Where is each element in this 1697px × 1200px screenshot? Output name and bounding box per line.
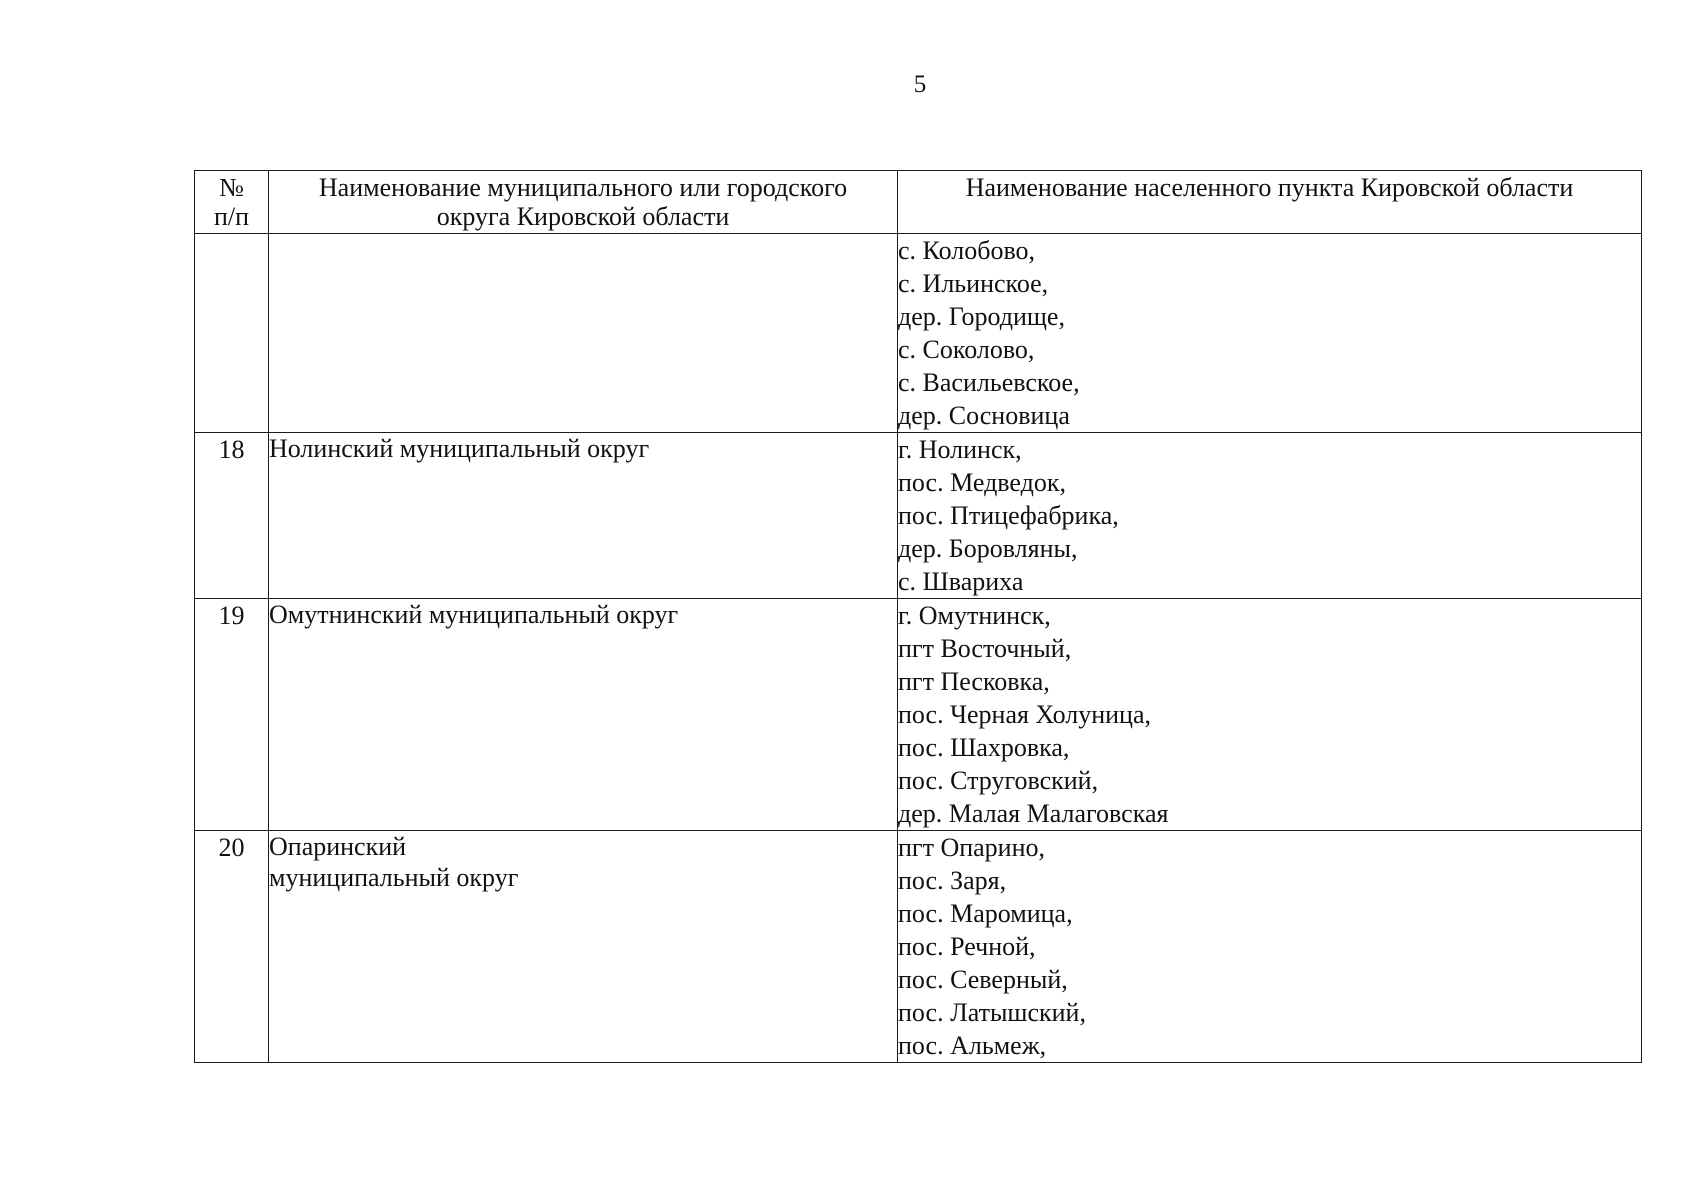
district-name-cell bbox=[269, 831, 898, 1063]
settlement-item: дер. Боровляны, bbox=[898, 534, 1078, 563]
settlement-list-cell bbox=[898, 599, 1642, 831]
settlement-item: пгт Опарино, bbox=[898, 833, 1045, 862]
district-name-line: Нолинский муниципальный округ bbox=[269, 434, 650, 463]
settlement-item: с. Соколово, bbox=[898, 335, 1035, 364]
settlement-item: пгт Восточный, bbox=[898, 634, 1072, 663]
settlement-item: пос. Маромица, bbox=[898, 899, 1073, 928]
settlement-item: г. Омутнинск, bbox=[898, 601, 1051, 630]
row-number bbox=[195, 234, 269, 433]
settlement-item: пос. Заря, bbox=[898, 866, 1007, 895]
settlement-item: с. Васильевское, bbox=[898, 368, 1080, 397]
table-header-row bbox=[195, 171, 1642, 234]
settlement-list-cell bbox=[898, 433, 1642, 599]
settlement-item: пгт Песковка, bbox=[898, 667, 1050, 696]
settlement-item: пос. Шахровка, bbox=[898, 733, 1070, 762]
district-name-cell bbox=[269, 234, 898, 433]
settlements-table bbox=[194, 170, 1642, 1063]
settlement-list-cell bbox=[898, 234, 1642, 433]
district-name-line: Омутнинский муниципальный округ bbox=[269, 600, 679, 629]
header-num-line: № bbox=[219, 173, 244, 202]
settlement-item: пос. Струговский, bbox=[898, 766, 1099, 795]
settlement-item: пос. Медведок, bbox=[898, 468, 1066, 497]
settlement-item: с. Швариха bbox=[898, 567, 1024, 596]
header-num bbox=[195, 171, 269, 234]
settlement-item: дер. Сосновица bbox=[898, 401, 1070, 430]
header-settlement-line: Наименование населенного пункта Кировской области bbox=[965, 173, 1574, 202]
table-row bbox=[195, 234, 1642, 433]
district-name-line: муниципальный округ bbox=[269, 863, 519, 892]
settlement-item: пос. Птицефабрика, bbox=[898, 501, 1119, 530]
table-row bbox=[195, 831, 1642, 1063]
table-row bbox=[195, 599, 1642, 831]
settlement-item: с. Колобово, bbox=[898, 236, 1036, 265]
settlement-item: г. Нолинск, bbox=[898, 435, 1022, 464]
header-district-line: Наименование муниципального или городского bbox=[318, 173, 848, 202]
settlement-item: пос. Латышский, bbox=[898, 998, 1086, 1027]
header-num-line: п/п bbox=[213, 202, 250, 231]
header-district-line: округа Кировской области bbox=[436, 202, 730, 231]
district-name-line: Опаринский bbox=[269, 832, 407, 861]
settlement-item: пос. Северный, bbox=[898, 965, 1068, 994]
settlement-item: дер. Городище, bbox=[898, 302, 1065, 331]
settlement-item: дер. Малая Малаговская bbox=[898, 799, 1169, 828]
settlement-item: пос. Альмеж, bbox=[898, 1031, 1047, 1060]
table-body bbox=[195, 234, 1642, 1063]
row-number: 20 bbox=[195, 831, 269, 1063]
page-number: 5 bbox=[913, 71, 927, 98]
table-row bbox=[195, 433, 1642, 599]
settlement-list-cell bbox=[898, 831, 1642, 1063]
settlement-item: пос. Черная Холуница, bbox=[898, 700, 1152, 729]
header-district bbox=[269, 171, 898, 234]
header-settlement bbox=[898, 171, 1642, 234]
row-number: 18 bbox=[195, 433, 269, 599]
settlement-item: пос. Речной, bbox=[898, 932, 1036, 961]
settlement-item: с. Ильинское, bbox=[898, 269, 1049, 298]
district-name-cell bbox=[269, 599, 898, 831]
district-name-cell bbox=[269, 433, 898, 599]
row-number: 19 bbox=[195, 599, 269, 831]
